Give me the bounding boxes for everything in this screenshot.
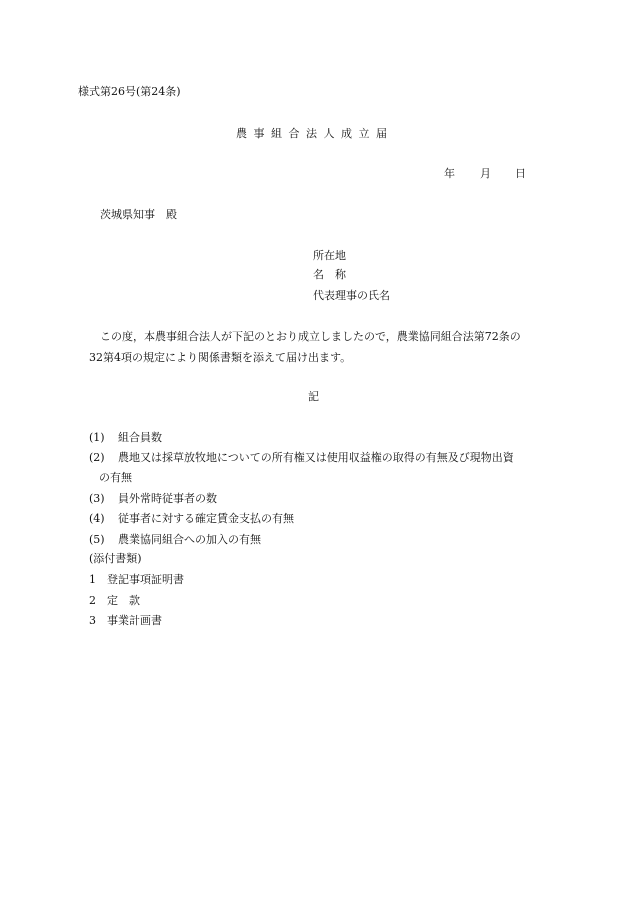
item-text-continuation: の有無 xyxy=(99,471,132,484)
item-number: (5) xyxy=(89,533,105,546)
item-number: (3) xyxy=(89,492,105,505)
item-text: 組合員数 xyxy=(118,431,162,444)
sender-representative-label: 代表理事の氏名 xyxy=(313,289,390,302)
body-line-2: 32第4項の規定により関係書類を添えて届け出ます。 xyxy=(89,351,352,364)
item-number: (2) xyxy=(89,451,105,464)
attachment-number: 1 xyxy=(89,573,96,586)
item-text: 従事者に対する確定賃金支払の有無 xyxy=(118,512,294,525)
list-item xyxy=(89,533,261,547)
item-number: (1) xyxy=(89,431,105,444)
body-line-1: この度，本農事組合法人が下記のとおり成立しましたので，農業協同組合法第72条の xyxy=(100,330,521,343)
item-text: 農地又は採草放牧地についての所有権又は使用収益権の取得の有無及び現物出資 xyxy=(118,451,514,464)
attachment-text: 事業計画書 xyxy=(107,614,162,627)
date-year-label: 年 xyxy=(444,167,455,180)
item-text: 員外常時従事者の数 xyxy=(118,492,217,505)
list-item xyxy=(89,512,294,526)
date-day-label: 日 xyxy=(515,167,526,180)
item-text: 農業協同組合への加入の有無 xyxy=(118,533,261,546)
sender-address-label: 所在地 xyxy=(313,249,346,262)
form-number: 様式第26号(第24条) xyxy=(78,85,181,98)
list-item xyxy=(89,573,184,587)
addressee: 茨城県知事 殿 xyxy=(100,208,177,221)
attachment-text: 登記事項証明書 xyxy=(107,573,184,586)
attachment-number: 2 xyxy=(89,594,96,607)
list-item xyxy=(89,594,140,608)
attachments-heading: (添付書類) xyxy=(89,552,142,565)
attachment-number: 3 xyxy=(89,614,96,627)
list-item xyxy=(89,431,162,445)
attachment-text: 定 款 xyxy=(107,594,140,607)
list-item xyxy=(89,451,514,465)
ki-heading: 記 xyxy=(308,390,319,403)
list-item xyxy=(89,492,217,506)
document-title: 農事組合法人成立届 xyxy=(236,127,394,140)
list-item xyxy=(89,614,162,628)
item-number: (4) xyxy=(89,512,105,525)
date-month-label: 月 xyxy=(480,167,491,180)
sender-name-label: 名 称 xyxy=(313,268,346,281)
